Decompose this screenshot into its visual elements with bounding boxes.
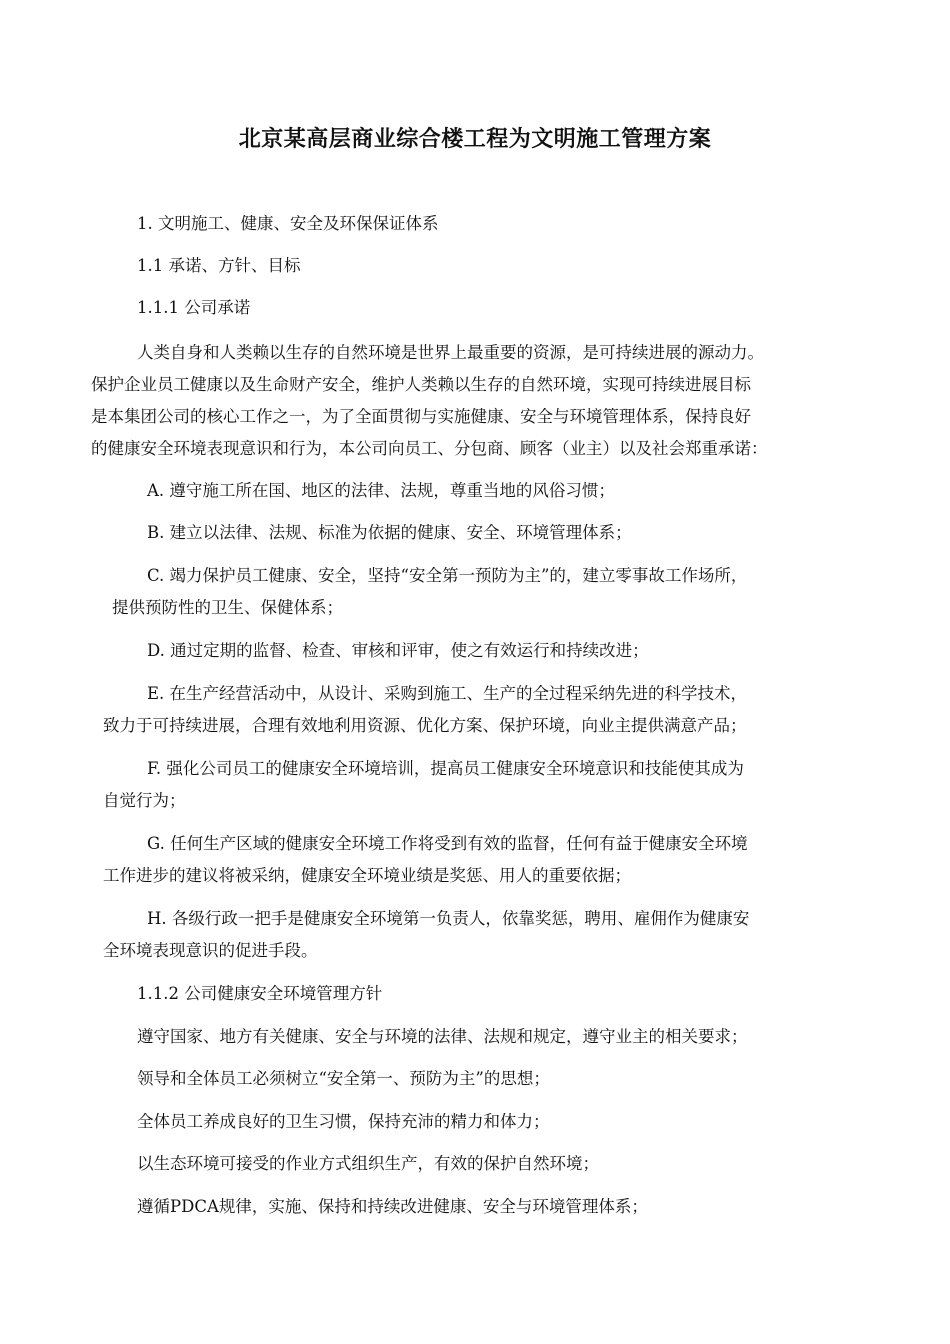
commitment-c-line-1: C. 竭力保护员工健康、安全，坚持“安全第一预防为主”的，建立零事故工作场所，	[147, 566, 748, 585]
commitment-h-line-2: 全环境表现意识的促进手段。	[103, 941, 318, 960]
heading-1-1-2: 1.1.2 公司健康安全环境管理方针	[137, 984, 383, 1003]
policy-line-1: 遵守国家、地方有关健康、安全与环境的法律、法规和规定，遵守业主的相关要求；	[137, 1027, 748, 1046]
commitment-e-line-2: 致力于可持续进展，合理有效地利用资源、优化方案、保护环境，向业主提供满意产品；	[103, 716, 747, 735]
intro-line-2: 保护企业员工健康以及生命财产安全，维护人类赖以生存的自然环境，实现可持续进展目标	[91, 375, 751, 394]
commitment-f-line-2: 自觉行为；	[103, 791, 186, 810]
commitment-c-line-2: 提供预防性的卫生、保健体系；	[112, 598, 343, 617]
commitment-g-line-2: 工作进步的建议将被采纳，健康安全环境业绩是奖惩、用人的重要依据；	[103, 866, 631, 885]
commitment-h-line-1: H. 各级行政一把手是健康安全环境第一负责人，依靠奖惩，聘用、雇佣作为健康安	[147, 909, 750, 928]
policy-line-5: 遵循PDCA规律，实施、保持和持续改进健康、安全与环境管理体系；	[137, 1197, 648, 1216]
commitment-f-line-1: F. 强化公司员工的健康安全环境培训，提高员工健康安全环境意识和技能使其成为	[147, 759, 744, 778]
commitment-g-line-1: G. 任何生产区域的健康安全环境工作将受到有效的监督，任何有益于健康安全环境	[147, 834, 748, 853]
document-title: 北京某高层商业综合楼工程为文明施工管理方案	[238, 126, 712, 152]
commitment-d: D. 通过定期的监督、检查、审核和评审，使之有效运行和持续改进；	[147, 641, 649, 660]
commitment-a: A. 遵守施工所在国、地区的法律、法规，尊重当地的风俗习惯；	[147, 481, 615, 500]
heading-1-1-1: 1.1.1 公司承诺	[137, 298, 251, 317]
policy-line-4: 以生态环境可接受的作业方式组织生产，有效的保护自然环境；	[137, 1154, 599, 1173]
heading-1: 1. 文明施工、健康、安全及环保保证体系	[137, 214, 439, 233]
policy-line-3: 全体员工养成良好的卫生习惯，保持充沛的精力和体力；	[137, 1112, 550, 1131]
intro-line-3: 是本集团公司的核心工作之一，为了全面贯彻与实施健康、安全与环境管理体系，保持良好	[91, 407, 751, 426]
intro-line-4: 的健康安全环境表现意识和行为，本公司向员工、分包商、顾客（业主）以及社会郑重承诺：	[91, 439, 768, 458]
commitment-e-line-1: E. 在生产经营活动中，从设计、采购到施工、生产的全过程采纳先进的科学技术，	[147, 684, 748, 703]
policy-line-2: 领导和全体员工必须树立“安全第一、预防为主”的思想；	[137, 1069, 550, 1088]
intro-line-1: 人类自身和人类赖以生存的自然环境是世界上最重要的资源，是可持续进展的源动力。	[137, 343, 764, 362]
heading-1-1: 1.1 承诺、方针、目标	[137, 256, 301, 275]
commitment-b: B. 建立以法律、法规、标准为依据的健康、安全、环境管理体系；	[147, 523, 632, 542]
